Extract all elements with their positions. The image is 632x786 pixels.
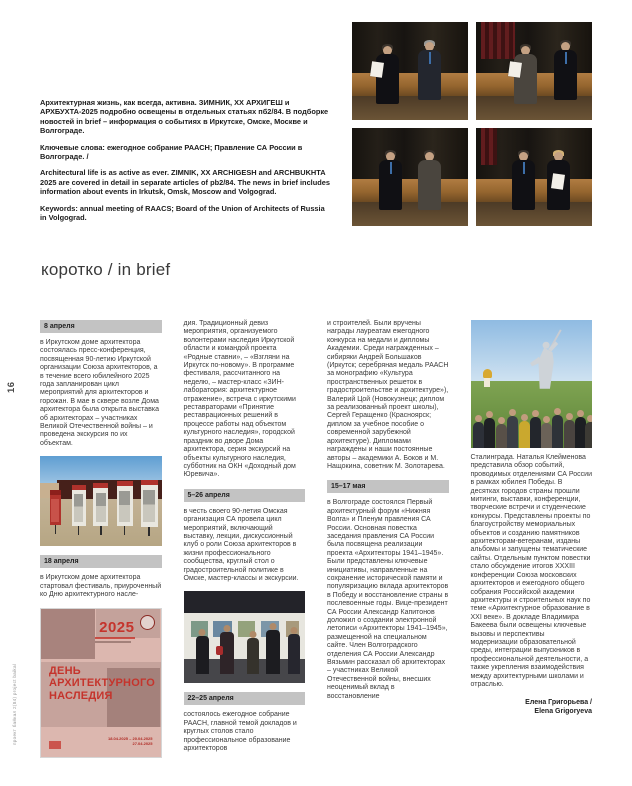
person-silhouette	[541, 423, 552, 448]
person-silhouette	[513, 46, 539, 104]
person-silhouette	[496, 424, 507, 448]
person-silhouette	[484, 418, 495, 448]
author-name-en: Elena Grigoryeva	[534, 708, 592, 716]
poster-year: 2025	[99, 618, 135, 636]
page-number: 16	[6, 381, 17, 393]
intro-ru-keywords: Ключевые слова: ежегодное собрание РААСН; Правление СА России в Волгограде. /	[40, 142, 303, 162]
diploma-paper	[370, 62, 384, 79]
church-dome	[483, 369, 492, 378]
diploma-paper	[551, 174, 565, 191]
poster-title	[49, 665, 155, 703]
poster-title-line: ДЕНЬ	[49, 664, 81, 677]
exhibition-banner	[72, 485, 86, 526]
intro-ru-text: Архитектурная жизнь, как всегда, активна. ЗИМНИК, XX АРХИГЕШ и АРХБУХТА-2025 подробно освещены в отдельных статьях пб2/84. В подборке новостей in brief – информация о событиях в Иркутске, Омске, Москве и Волгограде.	[40, 98, 329, 136]
poster-date-line: 18.04.2025 – 20.04.2025	[108, 735, 153, 741]
person-silhouette	[507, 416, 518, 448]
section-title: коротко / in brief	[41, 260, 171, 279]
author-byline	[471, 698, 593, 716]
date-header-april-5-26: 5–26 апреля	[184, 489, 306, 502]
motherland-calls-statue	[516, 325, 580, 409]
intro-abstract	[40, 98, 332, 229]
red-curtain	[481, 128, 497, 165]
person-silhouette	[564, 420, 575, 448]
date-header-may-15-17: 15–17 мая	[327, 480, 449, 493]
diploma-paper	[508, 62, 522, 79]
award-ceremony-photo-4	[476, 128, 592, 226]
poster-small-text-bar	[95, 637, 135, 639]
exhibition-banner	[141, 480, 158, 527]
person-silhouette	[585, 422, 592, 448]
person-silhouette	[553, 42, 579, 104]
heritage-day-poster	[40, 608, 162, 758]
person-silhouette	[530, 417, 541, 448]
visitor-silhouette	[196, 636, 209, 674]
outdoor-exhibition-photo	[40, 456, 162, 546]
wood-parapet	[352, 179, 468, 203]
poster-dates	[108, 736, 153, 747]
volgograd-forum-photo	[471, 320, 593, 448]
gallery-ceiling	[184, 591, 306, 613]
poster-title-line: АРХИТЕКТУРНОГО	[49, 677, 155, 689]
person-silhouette	[375, 46, 401, 104]
person-silhouette	[378, 152, 404, 210]
red-curtain	[481, 22, 516, 59]
stage-floor	[352, 202, 468, 226]
poster-collage-tile	[41, 609, 95, 659]
poster-small-text-bar	[95, 641, 131, 643]
indoor-exhibition-photo	[184, 591, 306, 683]
date-header-april-8: 8 апреля	[40, 320, 162, 333]
author-name-ru: Елена Григорьева /	[525, 699, 592, 707]
intro-en-text: Architectural life is as active as ever. ZIMNIK, XX ARCHIGESH and ARCHBUKHTA 2025 are covered in detail in separate articles of pb2/84. The news in brief includes information about events in Irkutsk, Omsk, Moscow and Volgograd.	[40, 168, 330, 197]
award-ceremony-photo-3	[352, 128, 468, 226]
brief-paragraph: в честь своего 90-летия Омская организация СА провела цикл мероприятий, включающий выставку, лекции, дискуссионный клуб о роли Союза архитекторов в жизни профессионального сообщества, круглый стол о градостроительной политике в Омске, мастер-классы и экскурсии.	[183, 507, 299, 582]
exhibition-banner	[93, 483, 108, 526]
visitor-silhouette	[288, 634, 300, 674]
brief-column-1	[40, 320, 162, 758]
brief-paragraph: в Волгограде состоялся Первый архитектурный форум «Нижняя Волга» и Пленум правления СА России. Основная повестка заседания правления СА России была посвящена реализации проекта «Архитекторы 1941–1945». Были представлены ключевые инициативы, направленные на сохранение исторической памяти и популяризацию вклада архитекторов в Победу и восстановление страны в послевоенные годы. Вице-президент СА России Александр Капитонов доложил о создании электронной летописи «Архитекторы 1941–1945», размещенной на специальном сайте. Член Волгоградского отделения СА России Александр Вязьмин рассказал об архитекторах – участниках Великой Отечественной войны, внесших неоценимый вклад в восстановление	[327, 499, 449, 700]
person-silhouette	[546, 152, 572, 210]
person-silhouette	[552, 415, 563, 448]
in-brief-columns	[40, 320, 592, 758]
brief-column-2	[184, 320, 306, 758]
stage-floor	[352, 96, 468, 120]
date-header-april-22-25: 22–25 апреля	[184, 692, 306, 705]
photo-caption-paragraph: Сталинграда. Наталья Клейменова представила обзор событий, проводимых отделениями СА России в рамках юбилея Победы. В десятках городов страны прошли митинги, выставки, конференции, творческие встречи и студенческие конкурсы. Представлены проекты по благоустройству мемориальных объектов и созданию памятников архитекторам-ветеранам, изданы альбомы и запущены тематические сайты. Отдельным пунктом повестки стало обсуждение итогов XXXIII конференции Союза московских архитекторов и ежегодного общего собрания Российской академии архитектуры и строительных наук по теме «Архитектурное образование в XXI веке». В докладе Владимира Бакеева были освещены ключевые вызовы и перспективы модернизации образовательной среды, интеграции выпускников в профессиональной деятельности, а также укрепления взаимодействия между архитектурными школами и отраслью.	[470, 454, 592, 688]
visitor-silhouette	[247, 638, 259, 674]
exhibition-banner	[117, 481, 133, 526]
church-tower	[484, 378, 490, 387]
poster-title-line: НАСЛЕДИЯ	[49, 689, 113, 702]
person-silhouette	[519, 421, 530, 448]
wood-parapet	[352, 73, 468, 97]
poster-round-logo	[140, 615, 155, 630]
brief-paragraph: в Иркутском доме архитектора состоялась пресс-конференция, посвященная 90-летию Иркутской организации Союза архитекторов, а в течение всего юбилейного 2025 года запланирован цикл мероприятий для архитекторов и горожан. В мае в сквере возле Дома архитектора была открыта выставка об архитекторах – участниках Великой Отечественной войны – и проведена экскурсия по их объектам.	[40, 339, 159, 447]
poster-date-line: 27.04.2025	[132, 741, 153, 746]
brief-paragraph: и строителей. Были вручены награды лауреатам ежегодного конкурса на медали и дипломы Академии. Среди награжденных – сибиряки Андрей Большаков (Иркутск; серебряная медаль РААСН за монографию «Культура пространственных решеток в градостроительстве и архитектуре»), Валерий Цой (Новокузнецк; диплом за реализованный проект школы), Сергей Геращенко (Красноярск; диплом за учебное пособие о современной зарубежной архитектуре). Дипломами награждены и наши постоянные авторы – академики А. Боков и М. Нащокина, советник М. Золотарева.	[327, 320, 449, 470]
visitor-silhouette	[220, 632, 234, 674]
visitor-silhouette	[266, 630, 280, 674]
date-header-april-18: 18 апреля	[40, 555, 162, 568]
brief-column-4	[471, 320, 593, 758]
person-silhouette	[417, 152, 443, 210]
spine-journal-title: проект байкал 2(84) project baikal	[12, 663, 17, 745]
brief-paragraph: дия. Традиционный девиз мероприятия, организуемого волонтерами наследия Иркутской области и командой проекта «Родные ставни», – «Взгляни на Иркутск по-новому». В программе фестиваля, рассчитанного на неделю, – мастер-класс «ЗИН-лаборатория: архитектурное отражение», встреча с иркутскими реставраторами «Принятие реставрационных решений в процессе работы над объектом культурного наследия», городской праздник во дворе Дома архитектора, серия экскурсий на объекты культурного наследия, субботник на ОКН «Доходный дом Юревича».	[183, 320, 296, 479]
forum-participants-crowd	[471, 402, 593, 448]
poster-red-stamp	[49, 741, 61, 749]
award-ceremony-photo-1	[352, 22, 468, 120]
person-silhouette	[473, 422, 484, 448]
brief-paragraph: в Иркутском доме архитектора стартовал фестиваль, приуроченный ко Дню архитектурного насле-	[40, 574, 162, 599]
award-ceremony-photo-2	[476, 22, 592, 120]
brief-column-3	[327, 320, 449, 758]
ceremony-photo-grid	[352, 22, 592, 226]
person-silhouette	[417, 42, 443, 106]
stage-backdrop	[352, 22, 468, 76]
exhibition-banner	[50, 490, 61, 525]
person-silhouette	[511, 152, 537, 210]
intro-en-keywords: Keywords: annual meeting of RAACS; Board of the Union of Architects of Russia in Volgograd.	[40, 203, 325, 223]
brief-paragraph: состоялось ежегодное собрание РААСН, главной темой докладов и круглых столов стало профессиональное образование архитекторов	[183, 711, 297, 752]
stage-backdrop	[352, 128, 468, 182]
